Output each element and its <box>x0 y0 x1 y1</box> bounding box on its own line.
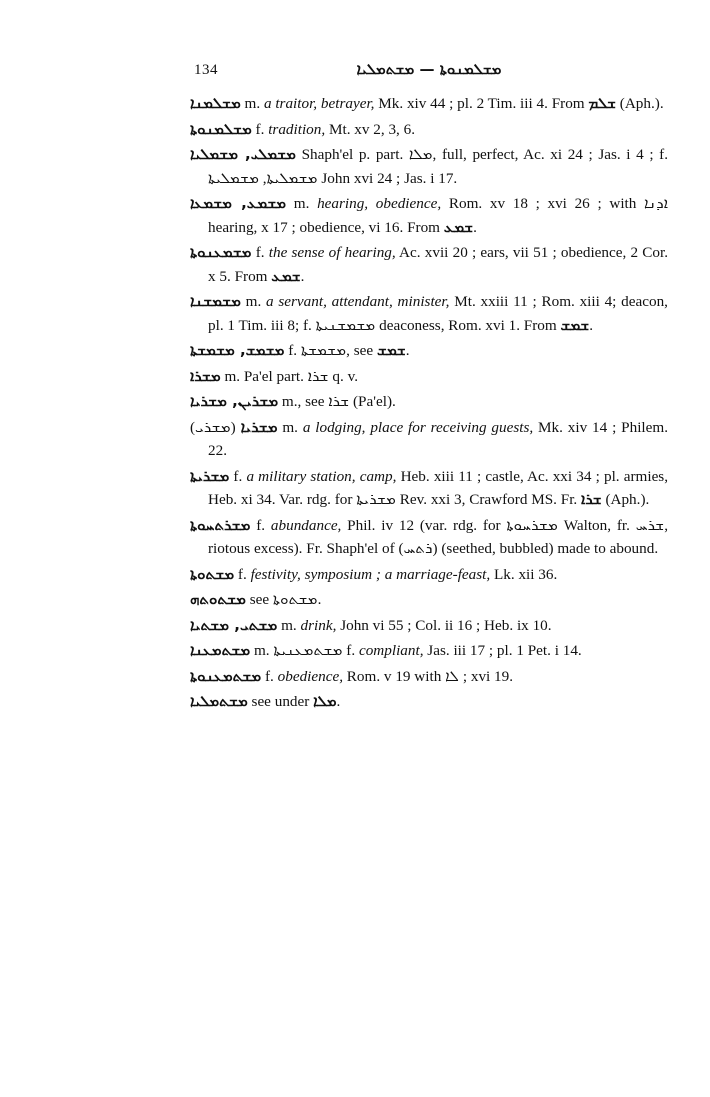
headword: ܡܫܡܫܢܐ <box>190 292 241 310</box>
headword: ܡܫܪܝܐ <box>240 417 278 436</box>
entry-list <box>190 92 668 716</box>
dictionary-entry: ܡܫܪܝܬܐ f. a military station, camp, Heb. xiii 11 ; castle, Ac. xxi 34 ; pl. armies, Heb. xi 34. Var. rdg. for ܡܫܪܝܬܐ Rev. xxi 3, Crawford MS. Fr. ܫܪܐ (Aph.). <box>190 466 669 508</box>
dictionary-entry: ܡܫܡܥܢܘܬܐ f. the sense of hearing, Ac. xvii 20 ; ears, vii 51 ; obedience, 2 Cor. x 5. From ܫܡܥ. <box>190 243 669 285</box>
headword: ܡܫܡܥ, ܡܫܡܥܐ <box>190 194 287 212</box>
dictionary-entry: ܡܫܬܝ, ܡܫܬܝܐ m. drink, John vi 55 ; Col. ii 16 ; Heb. ix 10. <box>190 615 552 634</box>
dictionary-entry: ܡܫܡܫܢܐ m. a servant, attendant, minister, Mt. xxiii 11 ; Rom. xiii 4; deacon, pl. 1 Tim. iii 8; f. ܡܫܡܫܢܝܬܐ deaconess, Rom. xvi 1. From ܫܡܫ. <box>190 292 668 334</box>
dictionary-entry: ܡܫܡܥ, ܡܫܡܥܐ m. hearing, obedience, Rom. xv 18 ; xvi 26 ; with ܐܕܢܐ hearing, x 17 ; obedience, vi 16. From ܫܡܥ. <box>190 194 668 236</box>
headword: ܡܫܬܝ, ܡܫܬܝܐ <box>190 615 278 634</box>
dictionary-entry: ܡܫܪܐ m. Pa'el part. ܫܪܐ q. v. <box>190 366 358 385</box>
dictionary-entry: ܡܫܠܡܢܐ m. a traitor, betrayer, Mk. xiv 44 ; pl. 2 Tim. iii 4. From ܫܠܡ (Aph.). <box>190 94 664 112</box>
headword: ܡܫܡܥܢܘܬܐ <box>190 243 252 261</box>
headword: ܡܫܪܐ <box>190 366 221 385</box>
headword: ܡܫܬܡܠܝܐ <box>190 692 248 710</box>
headword: ܡܫܡܫ, ܡܫܡܫܬܐ <box>190 341 285 359</box>
dictionary-entry: ܡܫܬܘܬܗ see ܡܫܬܘܬܐ. <box>190 590 322 608</box>
headword: ܡܫܬܡܥܢܘܬܐ <box>190 666 262 685</box>
dictionary-entry: ܡܫܡܫ, ܡܫܡܫܬܐ f. ܡܫܡܫܬܐ, see ܫܡܫ. <box>190 341 410 359</box>
dictionary-entry: ܡܫܪܬܚܘܬܐ f. abundance, Phil. iv 12 (var. rdg. for ܡܫܪܚܘܬܐ Walton, fr. ܫܪܚ, riotous excess). Fr. Shaph'el of (ܪܬܚ) (seethed, bubbled) made to abound. <box>190 515 669 557</box>
headword: ܡܫܬܡܥܢܐ <box>190 641 251 659</box>
dictionary-entry: ܡܫܡܠܝ, ܡܫܡܠܝܐ Shaph'el p. part. ܡܠܐ, full, perfect, Ac. xi 24 ; Jas. i 4 ; f. ܡܫܡܠܝܬܐ, ܡܫܡܠܝܬܐ John xvi 24 ; Jas. i 17. <box>190 145 668 187</box>
headword: ܡܫܪܬܚܘܬܐ <box>190 515 251 534</box>
headword: ܡܫܪܝܢ, ܡܫܪܝܐ <box>190 392 279 410</box>
page-number: 134 <box>194 62 218 78</box>
dictionary-entry: ܡܫܪܝܐ (ܡܫܪܝ) m. a lodging, place for receiving guests, Mk. xiv 14 ; Philem. 22. <box>190 417 668 459</box>
headword: ܡܫܠܡܢܐ <box>190 94 241 112</box>
headword: ܡܫܠܡܢܘܬܐ <box>190 119 252 138</box>
dictionary-entry: ܡܫܠܡܢܘܬܐ f. tradition, Mt. xv 2, 3, 6. <box>190 119 416 138</box>
headword: ܡܫܬܘܬܐ <box>190 564 235 583</box>
page-header <box>190 60 668 86</box>
running-head: ܡܫܠܡܢܘܬܐ — ܡܫܬܡܠܝܐ <box>356 60 502 78</box>
dictionary-entry: ܡܫܬܘܬܐ f. festivity, symposium ; a marriage-feast, Lk. xii 36. <box>190 564 558 583</box>
dictionary-entry: ܡܫܬܡܠܝܐ see under ܡܠܐ. <box>190 692 341 710</box>
headword: ܡܫܬܘܬܗ <box>190 590 246 608</box>
dictionary-entry: ܡܫܬܡܥܢܐ m. ܡܫܬܡܥܢܝܬܐ f. compliant, Jas. iii 17 ; pl. 1 Pet. i 14. <box>190 641 582 659</box>
headword: ܡܫܡܠܝ, ܡܫܡܠܝܐ <box>190 145 296 163</box>
dictionary-entry: ܡܫܬܡܥܢܘܬܐ f. obedience, Rom. v 19 with ܠܐ ; xvi 19. <box>190 666 514 685</box>
dictionary-entry: ܡܫܪܝܢ, ܡܫܪܝܐ m., see ܫܪܐ (Pa'el). <box>190 392 396 410</box>
headword: ܡܫܪܝܬܐ <box>190 466 230 485</box>
